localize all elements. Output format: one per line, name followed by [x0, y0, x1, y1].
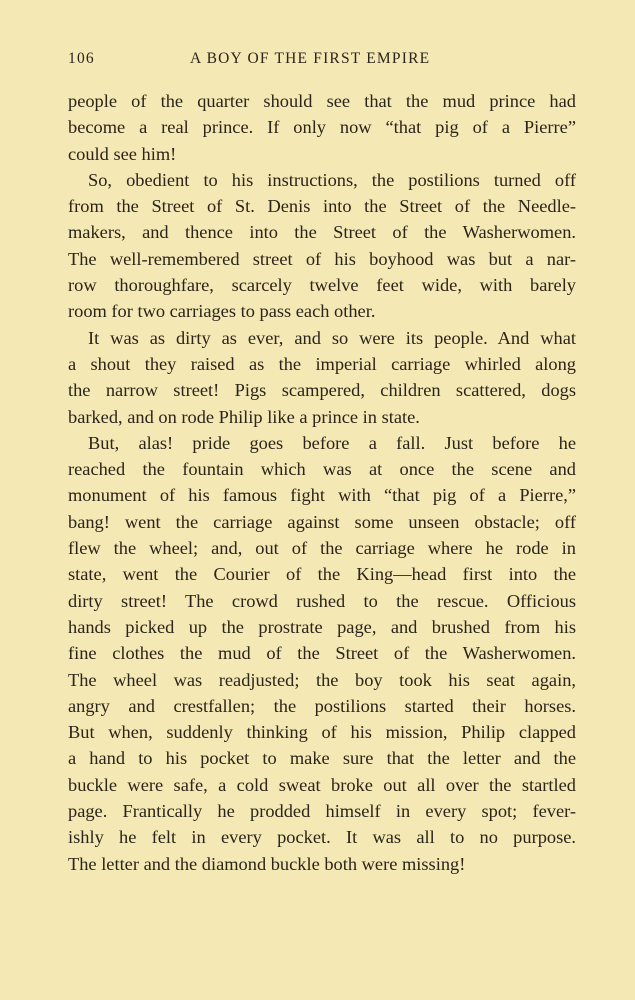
- text-line: buckle were safe, a cold sweat broke out all over the startled: [68, 774, 576, 795]
- text-line: row thoroughfare, scarcely twelve feet wide, with barely: [68, 275, 576, 296]
- text-line: a shout they raised as the imperial carriage whirled along: [68, 353, 576, 374]
- text-line: monument of his famous fight with “that pig of a Pierre,”: [68, 485, 576, 506]
- page-header: [68, 46, 576, 74]
- text-line: people of the quarter should see that the mud prince had: [68, 91, 576, 111]
- text-line: bang! went the carriage against some unseen obstacle; off: [68, 511, 576, 532]
- text-line: So, obedient to his instructions, the postilions turned off: [88, 169, 576, 190]
- text-line: a hand to his pocket to make sure that the letter and the: [68, 748, 576, 769]
- text-line: hands picked up the prostrate page, and brushed from his: [68, 616, 576, 637]
- text-line: room for two carriages to pass each other.: [68, 301, 376, 322]
- text-line: from the Street of St. Denis into the Street of the Needle-: [68, 196, 576, 217]
- text-line: barked, and on rode Philip like a prince in state.: [68, 406, 420, 427]
- text-line: The letter and the diamond buckle both were missing!: [68, 853, 466, 874]
- text-line: The wheel was readjusted; the boy took his seat again,: [68, 669, 576, 690]
- text-line: But, alas! pride goes before a fall. Just before he: [88, 432, 576, 453]
- text-line: But when, suddenly thinking of his mission, Philip clapped: [68, 722, 576, 743]
- running-head: A BOY OF THE FIRST EMPIRE: [190, 50, 431, 67]
- text-line: angry and crestfallen; the postilions started their horses.: [68, 695, 576, 716]
- text-line: The well-remembered street of his boyhood was but a nar-: [68, 248, 576, 269]
- text-line: flew the wheel; and, out of the carriage where he rode in: [68, 538, 576, 559]
- text-line: It was as dirty as ever, and so were its people. And what: [88, 327, 576, 348]
- text-line: state, went the Courier of the King—head first into the: [68, 564, 576, 585]
- text-line: makers, and thence into the Street of the Washerwomen.: [68, 222, 576, 243]
- page-body: [68, 88, 576, 877]
- text-line: reached the fountain which was at once the scene and: [68, 459, 576, 480]
- text-line: could see him!: [68, 143, 177, 164]
- text-line: dirty street! The crowd rushed to the rescue. Officious: [68, 590, 576, 611]
- text-line: ishly he felt in every pocket. It was all to no purpose.: [68, 827, 576, 848]
- text-line: become a real prince. If only now “that pig of a Pierre”: [68, 117, 576, 138]
- page-number: 106: [68, 50, 95, 67]
- text-line: fine clothes the mud of the Street of the Washerwomen.: [68, 643, 576, 664]
- text-line: the narrow street! Pigs scampered, children scattered, dogs: [68, 380, 576, 401]
- text-line: page. Frantically he prodded himself in every spot; fever-: [68, 801, 576, 822]
